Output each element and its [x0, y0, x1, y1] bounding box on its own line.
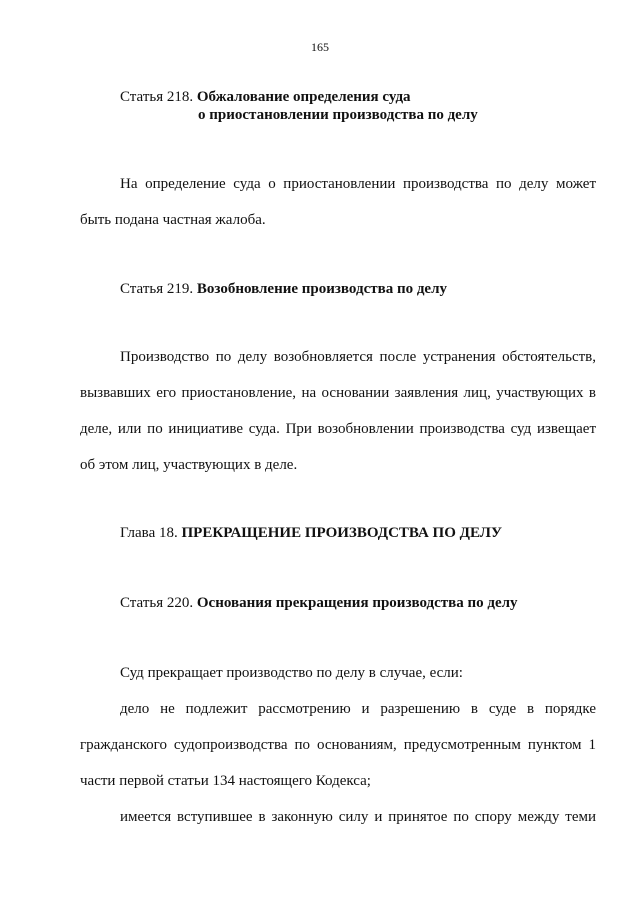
article-220-paragraph-2-line3: части первой статьи 134 настоящего Кодекса; [80, 773, 371, 789]
chapter-18-title: ПРЕКРАЩЕНИЕ ПРОИЗВОДСТВА ПО ДЕЛУ [181, 525, 502, 541]
page-number: 165 [311, 40, 329, 54]
article-219-paragraph-line3: деле, или по инициативе суда. При возобновлении производства суд извещает [80, 421, 596, 437]
article-220-paragraph-1: Суд прекращает производство по делу в случае, если: [120, 665, 463, 681]
article-219-paragraph-line4: об этом лиц, участвующих в деле. [80, 457, 298, 473]
article-218-paragraph-line1: На определение суда о приостановлении производства по делу может [120, 176, 596, 192]
article-220-heading [120, 594, 518, 612]
article-218-prefix: Статья 218. [120, 89, 194, 105]
article-218-paragraph-line2: быть подана частная жалоба. [80, 212, 266, 228]
article-219-title: Возобновление производства по делу [196, 281, 447, 297]
article-219-paragraph-line2: вызвавших его приостановление, на основании заявления лиц, участвующих в [80, 385, 596, 401]
article-218-title-line2: о приостановлении производства по делу [198, 107, 478, 123]
article-220-prefix: Статья 220. [120, 595, 194, 611]
article-220-paragraph-2-line2: гражданского судопроизводства по основаниям, предусмотренным пунктом 1 [80, 737, 596, 753]
article-220-paragraph-2-line1: дело не подлежит рассмотрению и разрешению в суде в порядке [120, 701, 596, 717]
article-219-heading [120, 280, 447, 298]
article-219-paragraph-line1: Производство по делу возобновляется после устранения обстоятельств, [120, 349, 596, 365]
article-218-heading [120, 88, 411, 106]
chapter-18-heading [120, 524, 502, 542]
article-220-paragraph-3-line1: имеется вступившее в законную силу и принятое по спору между теми [120, 809, 596, 825]
chapter-18-prefix: Глава 18. [120, 525, 178, 541]
article-218-title-line1: Обжалование определения суда [196, 89, 411, 105]
article-220-title: Основания прекращения производства по делу [196, 595, 518, 611]
article-219-prefix: Статья 219. [120, 281, 194, 297]
